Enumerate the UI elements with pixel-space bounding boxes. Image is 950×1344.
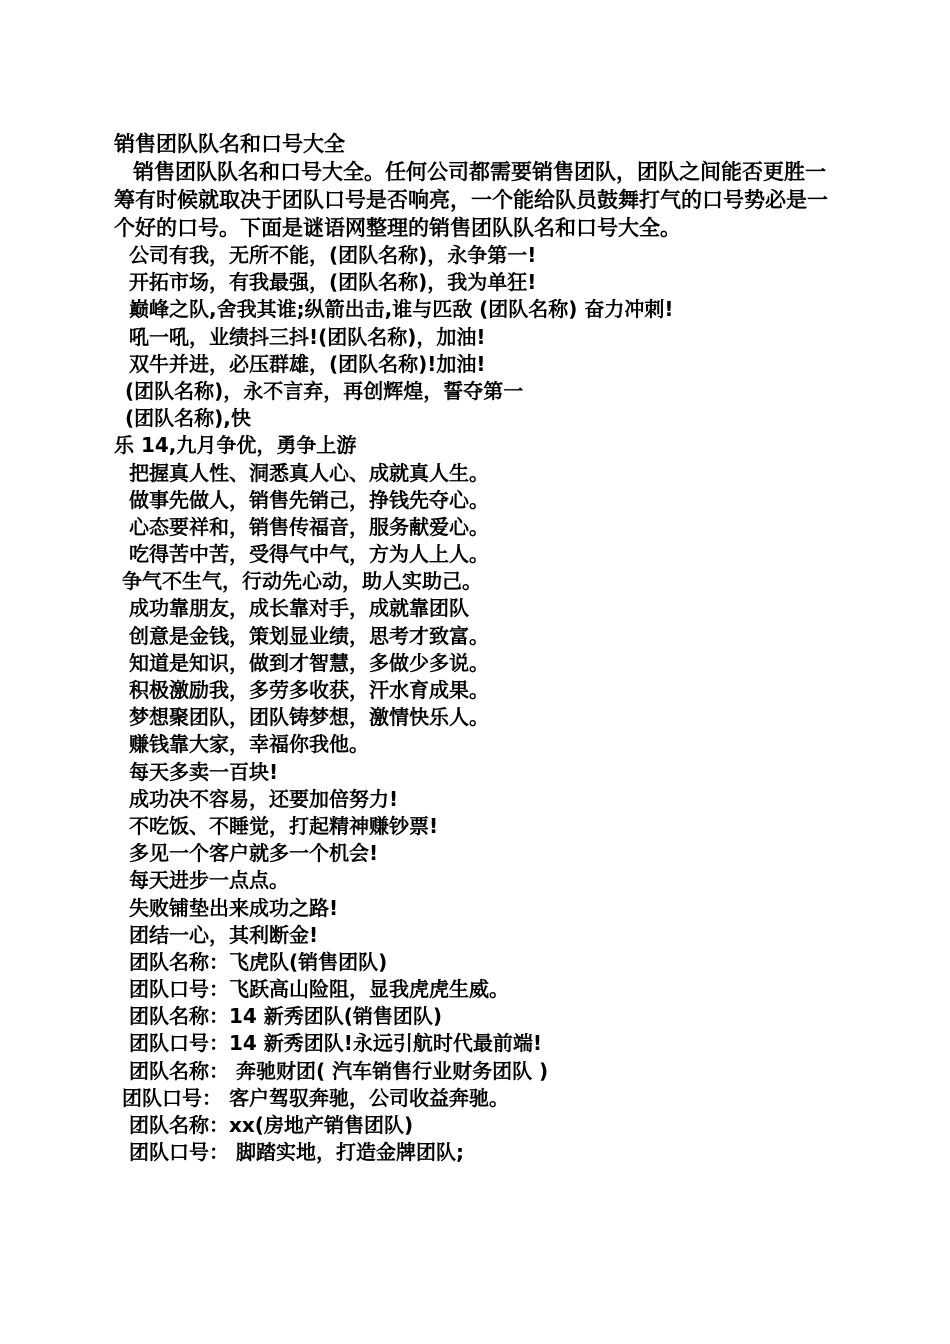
slogan-line: 吃得苦中苦，受得气中气，方为人上人。 xyxy=(129,542,489,567)
slogan-line: 团队名称：14 新秀团队(销售团队) xyxy=(129,1004,443,1029)
slogan-line: 知道是知识，做到才智慧，多做少多说。 xyxy=(129,650,489,675)
slogan-line: 开拓市场，有我最强，(团队名称)，我为单狂! xyxy=(129,270,537,295)
slogan-line: 团队口号：14 新秀团队!永远引航时代最前端! xyxy=(129,1031,543,1056)
slogan-line: 每天多卖一百块! xyxy=(129,759,279,784)
slogan-line: 成功靠朋友，成长靠对手，成就靠团队 xyxy=(129,596,469,621)
slogan-line: 每天进步一点点。 xyxy=(129,868,289,893)
slogan-line: 公司有我，无所不能，(团队名称)，永争第一! xyxy=(129,243,537,267)
slogan-line: 心态要祥和，销售传福音，服务献爱心。 xyxy=(129,514,489,539)
slogan-line: 团队口号：飞跃高山险阻，显我虎虎生威。 xyxy=(129,977,509,1002)
slogan-line: 团队口号： 脚踏实地，打造金牌团队; xyxy=(129,1140,464,1165)
slogan-line: 多见一个客户就多一个机会! xyxy=(129,841,379,866)
intro-paragraph: 销售团队队名和口号大全。任何公司都需要销售团队，团队之间能否更胜一筹有时候就取决于团队口号是否响亮，一个能给队员鼓舞打气的口号势必是一个好的口号。下面是谜语网整理的销售团队队名和口号大全。 xyxy=(114,160,828,240)
slogan-line: 吼一吼，业绩抖三抖!(团队名称)，加油! xyxy=(129,324,486,349)
slogan-line: 积极激励我，多劳多收获，汗水育成果。 xyxy=(129,678,489,702)
slogan-line: 乐 14,九月争优，勇争上游 xyxy=(114,433,357,458)
slogan-line: (团队名称)，永不言弃，再创辉煌，誓夺第一 xyxy=(125,378,524,403)
document-title: 销售团队队名和口号大全 xyxy=(114,132,345,156)
slogan-line: 失败铺垫出来成功之路! xyxy=(129,895,339,920)
slogan-line: 赚钱靠大家，幸福你我他。 xyxy=(129,732,369,757)
slogan-line: 团队名称：飞虎队(销售团队) xyxy=(129,949,388,974)
slogan-line: 创意是金钱，策划显业绩，思考才致富。 xyxy=(129,623,489,648)
document-body xyxy=(114,130,839,1166)
slogan-line: 不吃饭、不睡觉，打起精神赚钞票! xyxy=(129,813,439,838)
slogan-line: 团队名称：xx(房地产销售团队) xyxy=(129,1113,414,1137)
slogan-line: 双牛并进，必压群雄，(团队名称)!加油! xyxy=(129,351,486,376)
slogan-line: 团队口号： 客户驾驭奔驰，公司收益奔驰。 xyxy=(122,1085,509,1110)
slogan-line: 团结一心，其利断金! xyxy=(129,922,319,947)
slogan-line: (团队名称),快 xyxy=(125,406,251,431)
slogan-line: 把握真人性、洞悉真人心、成就真人生。 xyxy=(129,460,489,485)
slogan-line: 团队名称： 奔驰财团( 汽车销售行业财务团队 ) xyxy=(129,1058,549,1083)
slogan-line: 争气不生气，行动先心动，助人实助己。 xyxy=(122,569,482,594)
slogan-line: 梦想聚团队，团队铸梦想，激情快乐人。 xyxy=(129,705,489,730)
slogan-line: 成功决不容易，还要加倍努力! xyxy=(129,786,399,811)
slogan-line: 做事先做人，销售先销己，挣钱先夺心。 xyxy=(129,487,489,512)
slogan-line: 巅峰之队,舍我其谁;纵箭出击,谁与匹敌 (团队名称) 奋力冲刺! xyxy=(129,297,674,322)
